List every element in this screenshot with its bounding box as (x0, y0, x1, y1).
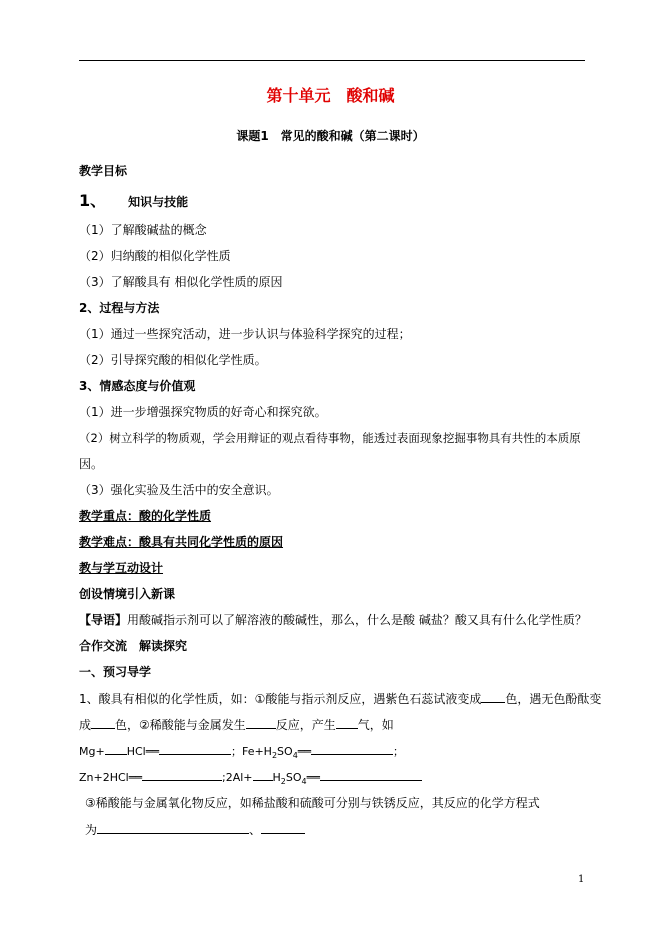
eq-text: ;2Al+ (221, 771, 253, 784)
product-blank[interactable] (311, 742, 393, 755)
section3-heading: 3、情感态度与价值观 (79, 379, 196, 393)
question-3-line1: ③稀酸能与金属氧化物反应，如稀盐酸和硫酸可分别与铁锈反应，其反应的化学方程式 (85, 796, 540, 810)
question-1-line2 (79, 716, 394, 733)
eq-text: HCl══ (126, 745, 159, 758)
header-rule (79, 60, 585, 61)
eq-text: ；Fe+H (230, 745, 272, 758)
section2-heading: 2、过程与方法 (79, 301, 160, 315)
lesson-subtitle: 课题1 常见的酸和碱（第二课时） (236, 129, 425, 143)
q3-text: 为 (85, 823, 98, 837)
objectives-heading: 教学目标 (79, 164, 128, 178)
answer-blank[interactable] (91, 716, 115, 729)
process-item: （1）通过一些探究活动，进一步认识与体验科学探究的过程； (79, 327, 411, 341)
question-1-line1 (79, 690, 601, 707)
page-title: 第十单元 酸和碱 (266, 86, 395, 105)
knowledge-item: （2）归纳酸的相似化学性质 (79, 249, 231, 263)
answer-blank[interactable] (481, 690, 505, 703)
cooperate-heading: 合作交流 解读探究 (79, 639, 188, 653)
intro-heading: 创设情境引入新课 (79, 587, 176, 601)
eq-text: ══ (306, 771, 320, 784)
eq-text: SO (277, 745, 293, 758)
product-blank[interactable] (320, 768, 422, 781)
q1-text: 色，遇无色酚酞变 (505, 692, 602, 706)
answer-blank[interactable] (97, 821, 249, 834)
attitude-item-cont: 因。 (79, 457, 104, 471)
subscript: 4 (292, 751, 298, 761)
eq-text: ══ (297, 745, 312, 758)
question-3-line2 (85, 821, 305, 838)
guide-label: 【导语】 (79, 613, 128, 627)
eq-text: ； (393, 745, 405, 758)
knowledge-item: （1）了解酸碱盐的概念 (79, 223, 207, 237)
design-heading: 教与学互动设计 (79, 561, 164, 575)
eq-text: Mg+ (79, 745, 105, 758)
q1-text: 1、酸具有相似的化学性质，如：①酸能与指示剂反应，遇紫色石蕊试液变成 (79, 692, 482, 706)
equation-line-2 (79, 768, 422, 790)
eq-text: SO (285, 771, 302, 784)
q1-text: 色，②稀酸能与金属发生 (115, 718, 246, 732)
guide-text: 用酸碱指示剂可以了解溶液的酸碱性，那么，什么是酸 碱盐？酸又具有什么化学性质？ (127, 613, 587, 627)
answer-blank[interactable] (246, 716, 276, 729)
section1-title: 知识与技能 (128, 195, 189, 209)
attitude-item: （2）树立科学的物质观，学会用辩证的观点看待事物，能透过表面现象挖掘事物具有共性的本质原 (79, 431, 581, 445)
subscript: 2 (280, 777, 286, 787)
process-item: （2）引导探究酸的相似化学性质。 (79, 353, 267, 367)
subscript: 4 (301, 777, 307, 787)
answer-blank[interactable] (336, 716, 358, 729)
q1-text: 气，如 (357, 718, 394, 732)
page-number: 1 (578, 874, 585, 885)
eq-text: Zn+2HCl══ (79, 771, 142, 784)
preview-heading: 一、预习导学 (79, 665, 152, 679)
section1-number: 1、 (79, 191, 107, 210)
attitude-item: （3）强化实验及生活中的安全意识。 (79, 483, 279, 497)
knowledge-item: （3）了解酸具有 相似化学性质的原因 (79, 275, 283, 289)
coefficient-blank[interactable] (253, 768, 273, 781)
section1-heading (79, 193, 188, 210)
difficult-point: 教学难点：酸具有共同化学性质的原因 (79, 535, 284, 549)
coefficient-blank[interactable] (105, 742, 127, 755)
q1-text: 成 (79, 718, 92, 732)
product-blank[interactable] (159, 742, 231, 755)
product-blank[interactable] (142, 768, 222, 781)
subscript: 2 (271, 751, 278, 761)
q3-text: 、 (249, 823, 262, 837)
equation-line-1 (79, 742, 404, 764)
attitude-item: （1）进一步增强探究物质的好奇心和探究欲。 (79, 405, 327, 419)
guide-paragraph (79, 612, 587, 628)
q1-text: 反应，产生 (275, 718, 336, 732)
key-point: 教学重点：酸的化学性质 (79, 509, 212, 523)
answer-blank[interactable] (261, 821, 305, 834)
eq-text: H (272, 771, 281, 784)
